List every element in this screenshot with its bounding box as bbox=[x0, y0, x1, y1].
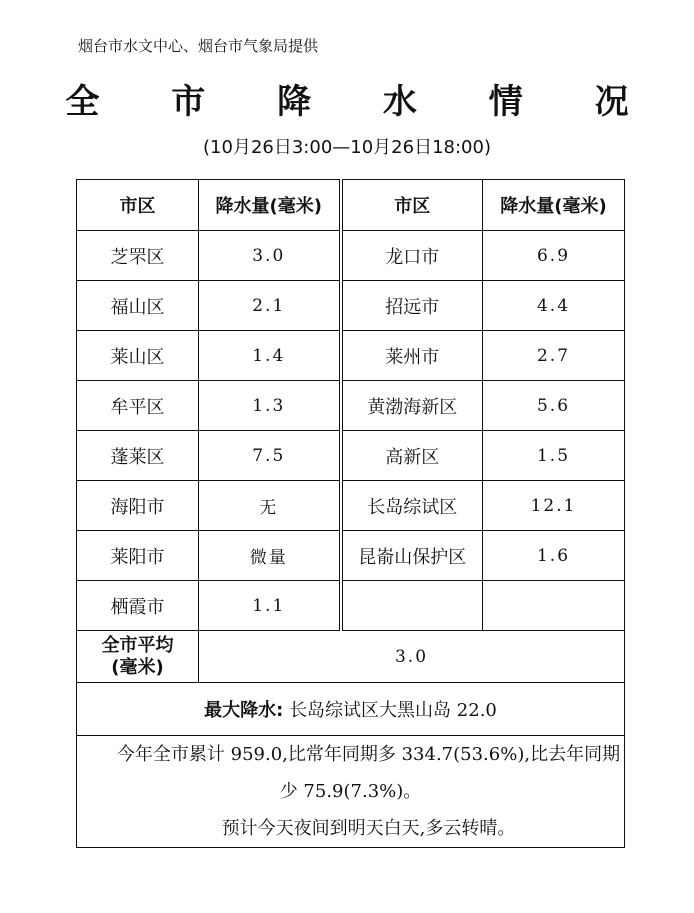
rainfall-value: 1.1 bbox=[199, 581, 341, 631]
time-period: (10月26日3:00—10月26日18:00) bbox=[203, 137, 491, 158]
average-label bbox=[77, 631, 199, 683]
rainfall-value: 4.4 bbox=[483, 281, 625, 331]
district-name bbox=[341, 581, 483, 631]
average-label-line1: 全市平均 bbox=[101, 634, 174, 656]
header-rainfall: 降水量(毫米) bbox=[483, 180, 625, 231]
rainfall-value: 1.4 bbox=[199, 331, 341, 381]
notes-cell bbox=[77, 736, 625, 848]
rainfall-value: 微量 bbox=[199, 531, 341, 581]
rainfall-value: 1.5 bbox=[483, 431, 625, 481]
district-name: 栖霞市 bbox=[77, 581, 199, 631]
table-row bbox=[77, 481, 625, 531]
district-name: 莱阳市 bbox=[77, 531, 199, 581]
table-row bbox=[77, 431, 625, 481]
table-row bbox=[77, 231, 625, 281]
district-name: 海阳市 bbox=[77, 481, 199, 531]
rainfall-value: 3.0 bbox=[199, 231, 341, 281]
rainfall-table bbox=[76, 179, 625, 848]
table-row bbox=[77, 531, 625, 581]
district-name: 牟平区 bbox=[77, 381, 199, 431]
table-row bbox=[77, 581, 625, 631]
rainfall-value: 1.6 bbox=[483, 531, 625, 581]
max-rainfall-label: 最大降水: bbox=[204, 700, 284, 721]
rainfall-value: 7.5 bbox=[199, 431, 341, 481]
district-name: 招远市 bbox=[341, 281, 483, 331]
max-rainfall-cell bbox=[77, 683, 625, 736]
notes-row bbox=[77, 736, 625, 848]
max-rainfall-value: 长岛综试区大黑山岛 22.0 bbox=[289, 700, 497, 721]
average-row bbox=[77, 631, 625, 683]
source-credit: 烟台市水文中心、烟台市气象局提供 bbox=[78, 37, 319, 55]
district-name: 龙口市 bbox=[341, 231, 483, 281]
rainfall-value: 无 bbox=[199, 481, 341, 531]
rainfall-value: 6.9 bbox=[483, 231, 625, 281]
rainfall-value: 5.6 bbox=[483, 381, 625, 431]
rainfall-value: 2.1 bbox=[199, 281, 341, 331]
district-name: 福山区 bbox=[77, 281, 199, 331]
district-name: 昆嵛山保护区 bbox=[341, 531, 483, 581]
table-row bbox=[77, 331, 625, 381]
header-rainfall: 降水量(毫米) bbox=[199, 180, 341, 231]
average-value: 3.0 bbox=[199, 631, 625, 683]
district-name: 芝罘区 bbox=[77, 231, 199, 281]
header-district: 市区 bbox=[77, 180, 199, 231]
table-row bbox=[77, 281, 625, 331]
rainfall-value bbox=[483, 581, 625, 631]
rainfall-value: 2.7 bbox=[483, 331, 625, 381]
average-label-line2: (毫米) bbox=[111, 656, 164, 678]
rainfall-value: 12.1 bbox=[483, 481, 625, 531]
table-row bbox=[77, 381, 625, 431]
page-title: 全 市 降 水 情 况 bbox=[65, 82, 659, 122]
district-name: 蓬莱区 bbox=[77, 431, 199, 481]
table-header-row bbox=[77, 180, 625, 231]
district-name: 莱山区 bbox=[77, 331, 199, 381]
district-name: 长岛综试区 bbox=[341, 481, 483, 531]
district-name: 高新区 bbox=[341, 431, 483, 481]
district-name: 莱州市 bbox=[341, 331, 483, 381]
rainfall-value: 1.3 bbox=[199, 381, 341, 431]
forecast-note: 预计今天夜间到明天白天,多云转晴。 bbox=[221, 818, 516, 839]
cumulative-note: 今年全市累计 959.0,比常年同期多 334.7(53.6%),比去年同期少 75.9(7.3%)。 bbox=[116, 744, 621, 802]
district-name: 黄渤海新区 bbox=[341, 381, 483, 431]
header-district: 市区 bbox=[341, 180, 483, 231]
max-rainfall-row bbox=[77, 683, 625, 736]
